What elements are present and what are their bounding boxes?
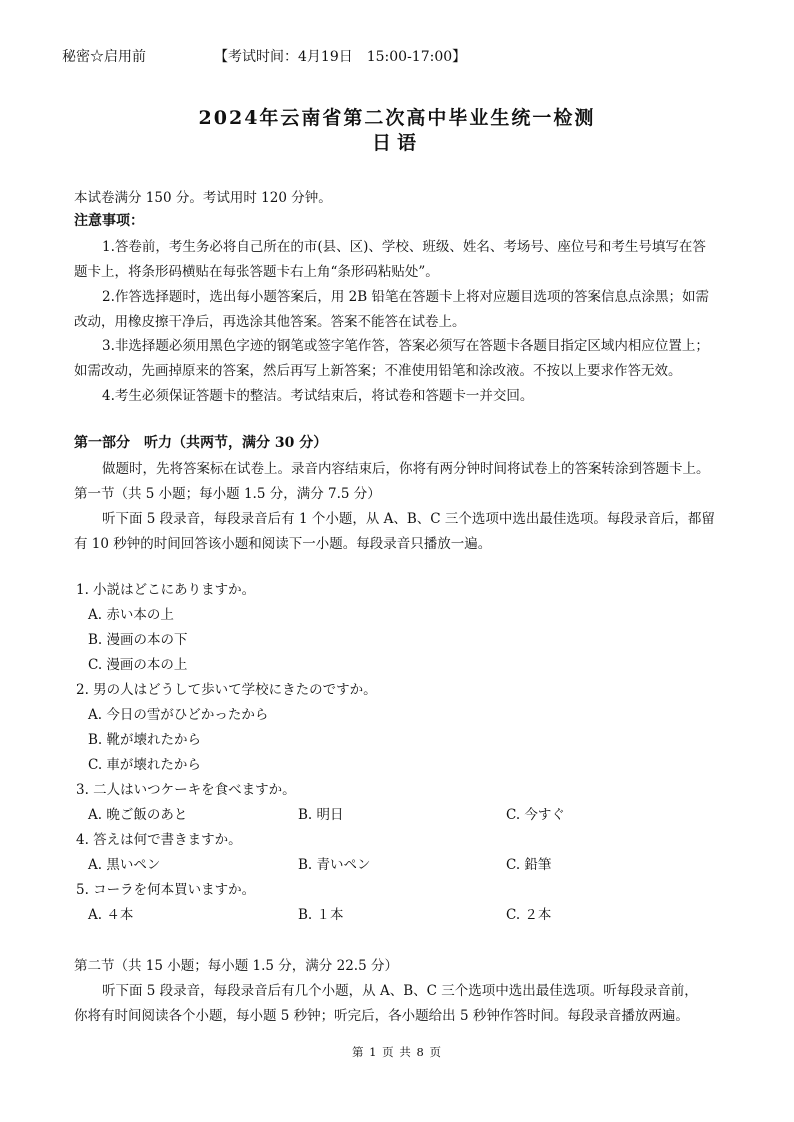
question-2-option-b: B. 靴が壊れたから <box>88 732 202 748</box>
page-number: 第 1 页 共 8 页 <box>352 1045 442 1059</box>
notice-2-line-2: 改动，用橡皮擦干净后，再选涂其他答案。答案不能答在试卷上。 <box>74 314 466 330</box>
question-5-option-b: B. １本 <box>298 907 344 923</box>
notice-3-line-2: 如需改动，先画掉原来的答案，然后再写上新答案；不准使用铅笔和涂改液。不按以上要求作答无效。 <box>74 363 682 379</box>
exam-subject: 日语 <box>371 132 422 154</box>
notice-1-line-2: 题卡上，将条形码横贴在每张答题卡右上角“条形码粘贴处”。 <box>74 264 439 280</box>
question-1: 1. 小説はどこにありますか。 <box>76 582 256 598</box>
question-4-option-b: B. 青いペン <box>298 857 371 873</box>
notice-1-line-1: 1.答卷前，考生务必将自己所在的市(县、区)、学校、班级、姓名、考场号、座位号和考生号填写在答 <box>102 239 706 255</box>
question-4-option-a: A. 黒いペン <box>88 857 161 873</box>
exam-title: 2024年云南省第二次高中毕业生统一检测 <box>198 107 596 129</box>
question-1-option-b: B. 漫画の本の下 <box>88 632 188 648</box>
section1-instructions-line-2: 有 10 秒钟的时间回答该小题和阅读下一小题。每段录音只播放一遍。 <box>74 536 492 552</box>
question-5-option-c: C. ２本 <box>506 907 552 923</box>
notice-2-line-1: 2.作答选择题时，选出每小题答案后，用 2B 铅笔在答题卡上将对应题目选项的答案信息点涂黑；如需 <box>102 289 709 305</box>
question-1-option-c: C. 漫画の本の上 <box>88 657 188 673</box>
question-3-option-b: B. 明日 <box>298 807 344 823</box>
confidential-label: 秘密☆启用前 <box>62 49 146 65</box>
question-2: 2. 男の人はどうして歩いて学校にきたのですか。 <box>76 682 377 698</box>
section2-instructions-line-2: 你将有时间阅读各个小题，每小题 5 秒钟；听完后，各小题给出 5 秒钟作答时间。每段录音播放两遍。 <box>74 1008 689 1024</box>
question-4: 4. 答えは何で書きますか。 <box>76 832 242 848</box>
question-3: 3. 二人はいつケーキを食べますか。 <box>76 782 296 798</box>
notice-heading: 注意事项： <box>74 213 144 229</box>
score-info: 本试卷满分 150 分。考试用时 120 分钟。 <box>74 190 332 206</box>
section2-instructions-line-1: 听下面 5 段录音，每段录音后有几个小题，从 A、B、C 三个选项中选出最佳选项。听每段录音前， <box>102 983 698 999</box>
question-3-option-a: A. 晩ご飯のあと <box>88 807 188 823</box>
notice-4: 4.考生必须保证答题卡的整洁。考试结束后，将试卷和答题卡一并交回。 <box>102 388 534 404</box>
section1-instructions-line-1: 听下面 5 段录音，每段录音后有 1 个小题，从 A、B、C 三个选项中选出最佳选项。每段录音后，都留 <box>102 511 715 527</box>
question-5: 5. コーラを何本買いますか。 <box>76 882 256 898</box>
question-4-option-c: C. 鉛筆 <box>506 857 552 873</box>
notice-3-line-1: 3.非选择题必须用黑色字迹的钢笔或签字笔作答，答案必须写在答题卡各题目指定区域内相应位置上； <box>102 338 709 354</box>
part1-instructions: 做题时，先将答案标在试卷上。录音内容结束后，你将有两分钟时间将试卷上的答案转涂到答题卡上。 <box>102 461 710 477</box>
question-3-option-c: C. 今すぐ <box>506 807 565 823</box>
question-2-option-a: A. 今日の雪がひどかったから <box>88 707 269 723</box>
section1-heading: 第一节（共 5 小题；每小题 1.5 分，满分 7.5 分） <box>74 486 381 502</box>
exam-time-label: 【考试时间：4月19日 15:00-17:00】 <box>214 49 467 65</box>
section2-heading: 第二节（共 15 小题；每小题 1.5 分，满分 22.5 分） <box>74 958 398 974</box>
question-5-option-a: A. ４本 <box>88 907 134 923</box>
question-1-option-a: A. 赤い本の上 <box>88 607 174 623</box>
question-2-option-c: C. 車が壊れたから <box>88 757 201 773</box>
part1-heading: 第一部分 听力（共两节，满分 30 分） <box>74 435 328 451</box>
